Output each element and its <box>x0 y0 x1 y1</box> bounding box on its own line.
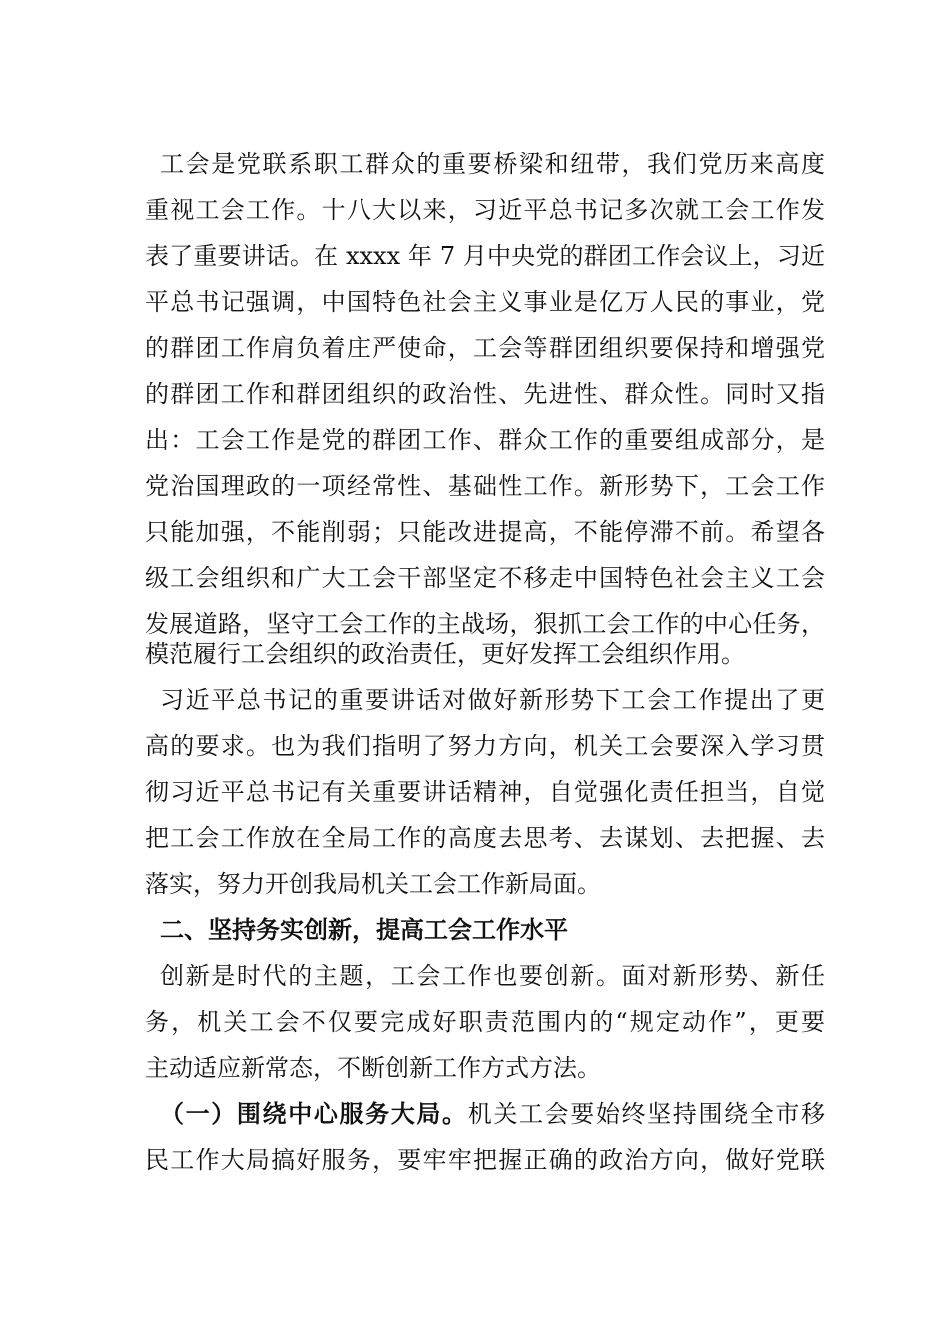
paragraph-1-line-9: 只能加强，不能削弱；只能改进提高，不能停滞不前。希望各 <box>145 518 825 546</box>
paragraph-4-line-1 <box>160 1094 825 1134</box>
paragraph-2-line-1: 习近平总书记的重要讲话对做好新形势下工会工作提出了更 <box>160 686 825 714</box>
paragraph-2-line-5: 落实，努力开创我局机关工会工作新局面。 <box>145 870 601 898</box>
paragraph-1-line-1: 工会是党联系职工群众的重要桥梁和纽带，我们党历来高度 <box>160 150 825 178</box>
paragraph-1-line-7: 出：工会工作是党的群团工作、群众工作的重要组成部分，是 <box>145 426 825 454</box>
paragraph-4-line-1-rest: 机关工会要始终坚持围绕全市移 <box>467 1100 826 1128</box>
paragraph-1-line-6: 的群团工作和群团组织的政治性、先进性、群众性。同时又指 <box>145 380 825 408</box>
paragraph-1-line-12: 模范履行工会组织的政治责任，更好发挥工会组织作用。 <box>145 640 745 668</box>
paragraph-3-line-1: 创新是时代的主题，工会工作也要创新。面对新形势、新任 <box>160 962 825 990</box>
paragraph-1-line-4: 平总书记强调，中国特色社会主义事业是亿万人民的事业，党 <box>145 288 825 316</box>
section-heading: 二、坚持务实创新，提高工会工作水平 <box>160 916 568 944</box>
paragraph-1-line-2: 重视工会工作。十八大以来，习近平总书记多次就工会工作发 <box>145 196 825 224</box>
paragraph-2-line-3: 彻习近平总书记有关重要讲话精神，自觉强化责任担当，自觉 <box>145 778 825 806</box>
paragraph-3-line-2: 务，机关工会不仅要完成好职责范围内的“规定动作”，更要 <box>145 1008 825 1036</box>
paragraph-2-line-4: 把工会工作放在全局工作的高度去思考、去谋划、去把握、去 <box>145 824 825 852</box>
paragraph-1-line-8: 党治国理政的一项经常性、基础性工作。新形势下，工会工作 <box>145 472 825 500</box>
subsection-lead: （一）围绕中心服务大局。 <box>160 1100 468 1128</box>
paragraph-2-line-2: 高的要求。也为我们指明了努力方向，机关工会要深入学习贯 <box>145 732 825 760</box>
paragraph-3-line-3: 主动适应新常态，不断创新工作方式方法。 <box>145 1054 601 1082</box>
paragraph-1-line-3: 表了重要讲话。在 xxxx 年 7 月中央党的群团工作会议上，习近 <box>145 242 825 270</box>
paragraph-1-line-10: 级工会组织和广大工会干部坚定不移走中国特色社会主义工会 <box>145 564 825 592</box>
paragraph-1-line-11: 发展道路，坚守工会工作的主战场，狠抓工会工作的中心任务， <box>145 610 825 638</box>
paragraph-4-line-2: 民工作大局搞好服务，要牢牢把握正确的政治方向，做好党联 <box>145 1146 825 1174</box>
paragraph-1-line-5: 的群团工作肩负着庄严使命，工会等群团组织要保持和增强党 <box>145 334 825 362</box>
